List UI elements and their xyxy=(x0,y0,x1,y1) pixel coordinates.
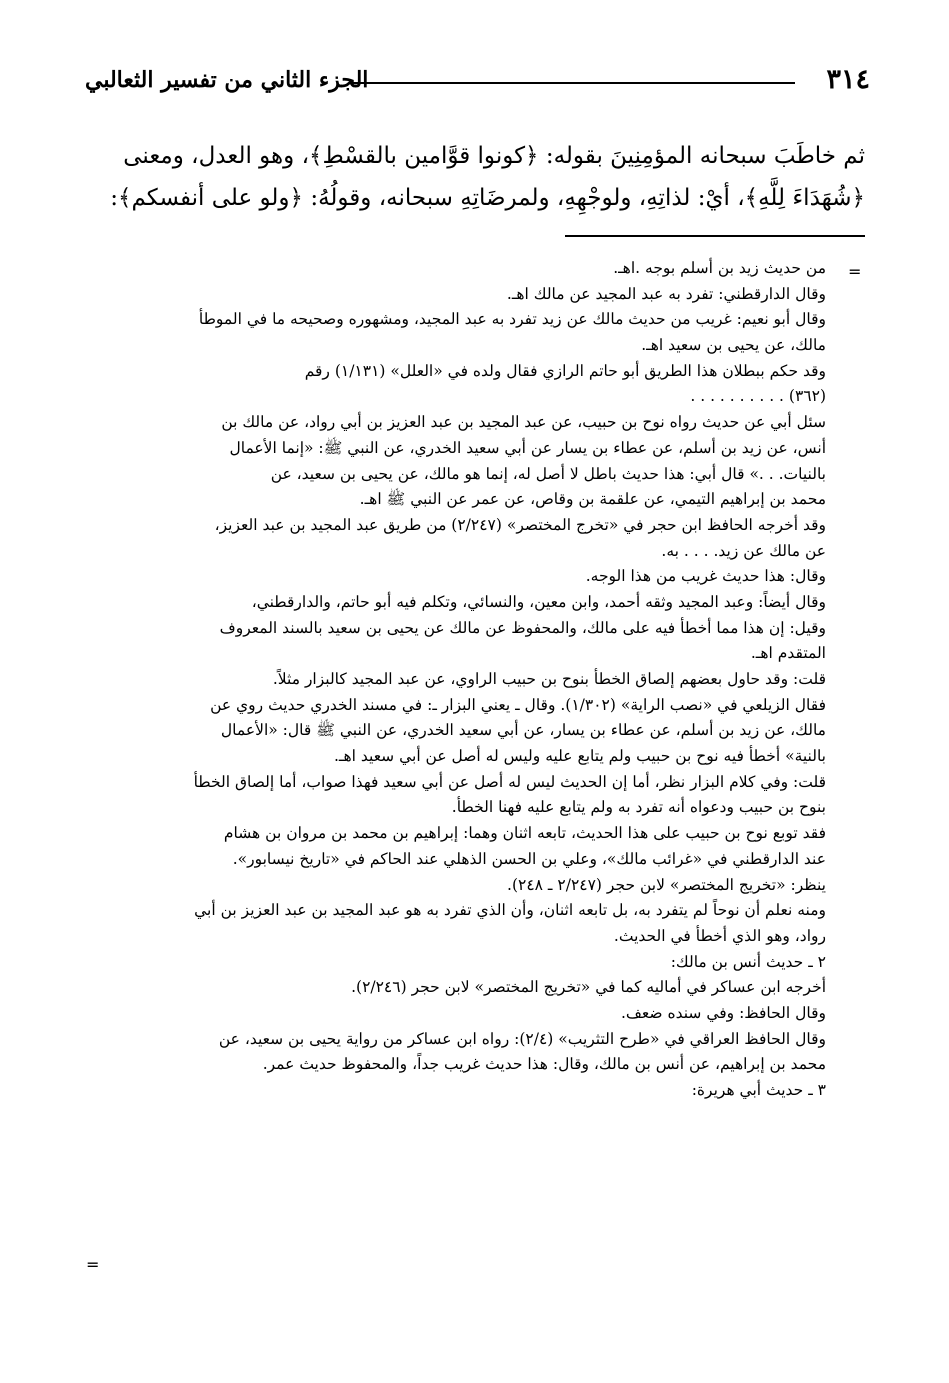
footnote-line: من حديث زيد بن أسلم بوجه .اهـ. xyxy=(613,259,826,277)
footnote-line: مالك، عن زيد بن أسلم، عن عطاء بن يسار، عن أبي سعيد الخدري، عن النبي ﷺ قال: «الأعمال xyxy=(220,721,826,740)
footnote-line: أنس، عن زيد بن أسلم، عن عطاء بن يسار عن أبي سعيد الخدري، عن النبي ﷺ: «إنما الأعمال xyxy=(229,438,826,457)
footnote-line: وقال أيضاً: وعبد المجيد وثقه أحمد، وابن معين، والنسائي، وتكلم فيه أبو حاتم، والدارقطني، xyxy=(251,592,826,611)
footnote-line: محمد بن إبراهيم، عن أنس بن مالك، وقال: هذا حديث غريب جداً، والمحفوظ حديث عمر. xyxy=(262,1055,826,1074)
main-text-line: ﴿شُهَدَاءَ لِلَّهِ﴾، أيْ: لذاتِهِ، ولوجْهِهِ، ولمرضَاتِهِ سبحانه، وقولُهُ: ﴿ولو على أنفسكم﴾: xyxy=(110,185,865,211)
footnote-line: سئل أبي عن حديث رواه نوح بن حبيب، عن عبد المجيد بن عبد العزيز بن أبي رواد، عن مالك بن xyxy=(221,413,826,432)
footnote-line: عن مالك عن زيد. . . . به. xyxy=(661,541,826,560)
footnote-rule xyxy=(565,235,865,237)
footnote-line: وقال الحافظ: وفي سنده ضعف. xyxy=(620,1003,826,1022)
footnotes xyxy=(98,256,826,1104)
main-text xyxy=(100,135,865,219)
footnote-line: أخرجه ابن عساكر في أماليه كما في «تخريج المختصر» لابن حجر (٢/٢٤٦). xyxy=(351,978,826,997)
footnote-continuation-marker: = xyxy=(848,262,862,281)
footnote-continuation-marker-bottom: = xyxy=(86,1255,100,1274)
footnote-line: (٣٦٢) . . . . . . . . . . xyxy=(690,387,826,406)
footnote-line: وقيل: إن هذا مما أخطأ فيه على مالك، والمحفوظ عن مالك عن يحيى بن سعيد بالسند المعروف xyxy=(219,618,826,637)
footnote-line: وقال الحافظ العراقي في «طرح التثريب» (٢/٤): رواه ابن عساكر من رواية يحيى بن سعيد، عن xyxy=(218,1029,826,1048)
footnote-line: المتقدم اهـ. xyxy=(750,644,826,663)
main-text-line: ثم خاطَبَ سبحانه المؤمِنِينَ بقوله: ﴿كونوا قوَّامين بالقسْطِ﴾، وهو العدل، ومعنى xyxy=(123,143,865,169)
header-rule xyxy=(350,82,795,84)
running-title: الجزء الثاني من تفسير الثعالبي xyxy=(85,67,369,93)
footnote-line: وقال الدارقطني: تفرد به عبد المجيد عن مالك اهـ. xyxy=(506,284,826,303)
page-header xyxy=(85,64,870,104)
footnote-line: فقال الزيلعي في «نصب الراية» (١/٣٠٢). وقال ـ يعني البزار ـ: في مسند الخدري حديث روي عن xyxy=(210,695,826,714)
footnote-line: وقد أخرجه الحافظ ابن حجر في «تخرج المختصر» (٢/٢٤٧) من طريق عبد المجيد بن عبد العزيز، xyxy=(214,515,826,534)
footnote-line: ومنه نعلم أن نوحاً لم يتفرد به، بل تابعه اثنان، وأن الذي تفرد به هو عبد المجيد بن عبد العزيز بن أبي xyxy=(194,901,826,920)
footnote-line: مالك، عن يحيى بن سعيد اهـ. xyxy=(641,336,826,355)
footnote-line: ٢ ـ حديث أنس بن مالك: xyxy=(670,952,826,971)
footnote-line: بنوح بن حبيب ودعواه أنه تفرد به ولم يتابع عليه فهنا الخطأ. xyxy=(451,798,826,817)
footnote-line: ٣ ـ حديث أبي هريرة: xyxy=(691,1081,826,1099)
footnote-line: بالنية» أخطأ فيه نوح بن حبيب ولم يتابع عليه وليس له أصل عن أبي سعيد اهـ. xyxy=(334,747,826,766)
footnote-line: وقال أبو نعيم: غريب من حديث مالك عن زيد تفرد به عبد المجيد، ومشهوره وصحيحه ما في الموطأ xyxy=(198,310,826,329)
footnote-line: وقد حكم ببطلان هذا الطريق أبو حاتم الرازي فقال ولده في «العلل» (١/١٣١) رقم xyxy=(304,361,826,380)
footnote-line: محمد بن إبراهيم التيمي، عن علقمة بن وقاص، عن عمر عن النبي ﷺ اهـ. xyxy=(359,490,826,509)
page-number: ٣١٤ xyxy=(826,64,870,95)
footnote-line: بالنيات. . .» قال أبي: هذا حديث باطل لا أصل له، إنما هو مالك، عن يحيى بن سعيد، عن xyxy=(270,464,826,483)
footnote-line: قلت: وفي كلام البزار نظر، أما إن الحديث ليس له أصل عن أبي سعيد فهذا صواب، أما إلصاق الخطأ xyxy=(193,772,826,791)
footnote-line: ينظر: «تخريج المختصر» لابن حجر (٢/٢٤٧ ـ ٢٤٨). xyxy=(507,875,826,894)
footnote-line: فقد توبع نوح بن حبيب على هذا الحديث، تابعه اثنان وهما: إبراهيم بن محمد بن مروان بن هشام xyxy=(223,824,826,843)
footnote-line: عند الدارقطني في «غرائب مالك»، وعلي بن الحسن الذهلي عند الحاكم في «تاريخ نيسابور». xyxy=(232,849,826,868)
footnote-line: قلت: وقد حاول بعضهم إلصاق الخطأ بنوح بن حبيب الراوي، عن عبد المجيد كالبزار مثلاً. xyxy=(272,670,826,688)
footnote-line: وقال: هذا حديث غريب من هذا الوجه. xyxy=(585,567,826,586)
footnote-line: رواد، وهو الذي أخطأ في الحديث. xyxy=(613,926,826,945)
